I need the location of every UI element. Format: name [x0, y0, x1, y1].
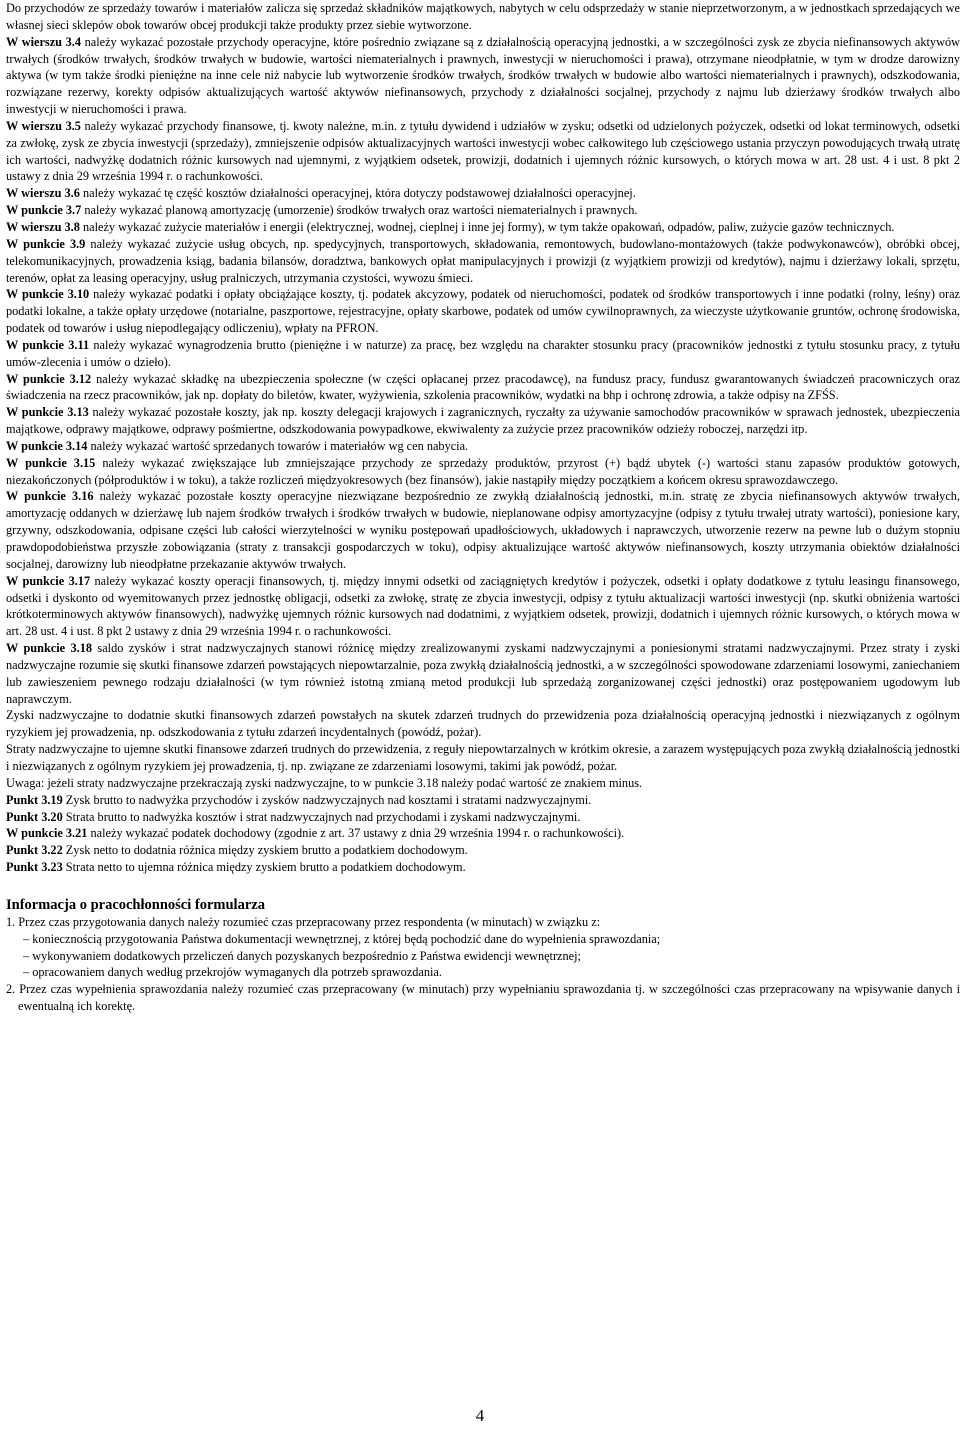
paragraph-lead — [6, 338, 89, 352]
lead-number: 13 — [76, 405, 89, 420]
lead-number: 21 — [75, 826, 88, 841]
lead-label: W punkcie 3. — [6, 573, 78, 588]
paragraph — [6, 286, 960, 337]
lead-label: W punkcie 3. — [6, 455, 84, 470]
lead-label: W punkcie 3. — [6, 489, 82, 504]
lead-label: W wierszu 3. — [6, 34, 75, 49]
paragraph — [6, 640, 960, 707]
paragraph-text: należy wykazać zwiększające lub zmniejszające przychody ze sprzedaży produktów, przyrost (+) bądź ubytek (-) wartości stanu zapasów produktów gotowych, niezakończonych (półproduktów i w toku), a także rozliczeń międzyokresowych (bez finansów), jakie nastąpiły między początkiem a końcem okresu sprawozdawczego. — [6, 455, 960, 487]
lead-label: W punkcie 3. — [6, 371, 79, 386]
paragraph-text: Strata netto to ujemna różnica między zyskiem brutto a podatkiem dochodowym. — [62, 860, 466, 875]
paragraph-lead — [6, 810, 63, 824]
lead-number: 5 — [74, 118, 81, 133]
lead-label: W punkcie 3. — [6, 405, 77, 420]
lead-label: W punkcie 3. — [6, 287, 77, 302]
paragraph-lead — [6, 405, 89, 419]
paragraph — [6, 118, 960, 185]
list-item-1: 1. Przez czas przygotowania danych należy rozumieć czas przepracowany przez respondenta (w minutach) w związku z: — [6, 914, 601, 929]
paragraph — [6, 792, 960, 809]
lead-label: W wierszu 3. — [6, 219, 74, 234]
lead-number: 19 — [50, 792, 63, 807]
paragraph-lead — [6, 793, 63, 807]
lead-number: 14 — [75, 438, 88, 453]
dash-item-3: – opracowaniem danych według przekrojów wymaganych dla potrzeb sprawozdania. — [23, 965, 442, 980]
paragraph — [6, 219, 960, 236]
paragraph — [6, 488, 960, 572]
lead-number: 8 — [73, 219, 80, 234]
lead-label: W punkcie 3. — [6, 203, 76, 218]
paragraph-text: Uwaga: jeżeli straty nadzwyczajne przekraczają zyski nadzwyczajne, to w punkcie 3.18 należy podać wartość ze znakiem minus. — [6, 775, 643, 790]
paragraph — [6, 455, 960, 489]
paragraph — [6, 371, 960, 405]
lead-number: 17 — [77, 573, 91, 588]
paragraph-text: należy wykazać wynagrodzenia brutto (pieniężne i w naturze) za pracę, bez względu na charakter stosunku pracy (pracowników jednostki z tytułu stosunku pracy, z tytułu umów-zlecenia i umów o dzieło). — [6, 337, 960, 369]
paragraph — [6, 404, 960, 438]
lead-label: W wierszu 3. — [6, 186, 74, 201]
paragraph — [6, 34, 960, 118]
paragraph-text: Do przychodów ze sprzedaży towarów i materiałów zalicza się sprzedaż składników majątkowych, nabytych w celu odsprzedaży w stanie nieprzetworzonym, a w jednostkach sprzedających we własnej sieci sklepów obok towarów obcej produkcji także produkty przez siebie wytworzone. — [6, 1, 960, 32]
instruction-paragraphs — [6, 0, 960, 876]
paragraph-text: należy wykazać koszty operacji finansowych, tj. między innymi odsetki od zaciągniętych kredytów i pożyczek, odsetki i opłaty dodatkowe z tytułu leasingu finansowego, odsetki i dyskonto od wyemitowanych przez jednostkę obligacji, odsetki za zwłokę, stratę ze zbycia inwestycji, odpisy z tytułu aktualizacji wartości inwestycji (np. skutki obniżenia wartości krótkoterminowych aktywów finansowych), nadwyżkę ujemnych różnic kursowych nad dodatnimi, z wyjątkiem odsetek, prowizji, dodatnich i ujemnych różnic kursowych, o których mowa w art. 28 ust. 4 i ust. 8 pkt 2 ustawy z dnia 29 września 1994 r. o rachunkowości. — [6, 573, 960, 639]
lead-number: 6 — [73, 186, 80, 201]
paragraph-lead — [6, 119, 81, 133]
paragraph-text: Strata brutto to nadwyżka kosztów i strat nadzwyczajnych nad przychodami i zyskami nadzwyczajnymi. — [62, 809, 581, 824]
paragraph-lead — [6, 372, 91, 386]
paragraph — [6, 202, 960, 219]
paragraph-text: Zysk brutto to nadwyżka przychodów i zysków nadzwyczajnych nad kosztami i stratami nadzwyczajnymi. — [62, 792, 592, 807]
paragraph-lead — [6, 186, 80, 200]
lead-number: 22 — [50, 843, 63, 858]
lead-number: 20 — [50, 809, 63, 824]
paragraph — [6, 236, 960, 287]
lead-number: 23 — [50, 860, 63, 875]
paragraph-lead — [6, 574, 90, 588]
paragraph-text: należy wykazać pozostałe przychody operacyjne, które pośrednio związane są z działalnością operacyjną jednostki, a w szczególności zysk ze zbycia niefinansowych aktywów trwałych (środków trwałych, środków trwałych w budowie, wartości niematerialnych i prawnych, inwestycji w nieruchomości i prawa), otrzymane nieodpłatnie, w tym w drodze darowizny aktywa (w tym także środki pieniężne na inne cele niż nabycie lub wytworzenie środków trwałych, środków trwałych w budowie albo wartości niematerialnych i prawnych), odszkodowania, rozwiązane rezerwy, korekty odpisów aktualizujących wartość aktywów niefinansowych, przychody z działalności socjalnej, przychody z najmu lub dzierżawy środków trwałych albo inwestycji w nieruchomości i prawa. — [6, 34, 960, 117]
paragraph — [6, 707, 960, 741]
paragraph-text: należy wykazać podatki i opłaty obciążające koszty, tj. podatek akcyzowy, podatek od nieruchomości, podatek od środków transportowych i inne podatki (rolny, leśny) oraz podatki lokalne, a także opłaty urzędowe (notarialne, paszportowe, rejestracyjne, opłaty skarbowe, podatek od umów cywilnoprawnych, za wieczyste użytkowanie gruntów, ochronę środowiska, podatek od towarów i usług niepodlegający odliczeniu), wpłaty na PFRON. — [6, 287, 960, 336]
paragraph-text: należy wykazać zużycie materiałów i energii (elektrycznej, wodnej, cieplnej i inne jej formy), w tym także opakowań, odpadów, paliw, zużycie gazów technicznych. — [79, 219, 895, 234]
document-page — [6, 0, 960, 1015]
paragraph-lead — [6, 843, 63, 857]
paragraph — [6, 185, 960, 202]
section-heading: Informacja o pracochłonności formularza — [6, 896, 265, 913]
page-number: 4 — [475, 1406, 485, 1425]
paragraph-text: należy wykazać zużycie usług obcych, np. spedycyjnych, transportowych, składowania, remontowych, budowlano-montażowych (także podwykonawców), obróbki obcej, telekomunikacyjnych, prowadzenia ksiąg, badania bilansów, doradztwa, bankowych opłat manipulacyjnych i prowizji (z wyjątkiem prowizji od kredytów), najmu i dzierżawy lokali, sprzętu, terenów, opłat za leasing operacyjny, usług pralniczych, utrzymania czystości, wywozu śmieci. — [6, 236, 960, 285]
paragraph-lead — [6, 489, 94, 503]
paragraph-text: należy wykazać pozostałe koszty, jak np. koszty delegacji krajowych i zagranicznych, ryczałty za używanie samochodów pracowników w sprawach jednostek, ubezpieczenia majątkowe, odprawy majątkowe, odprawy pośmiertne, odszkodowania powypadkowe, ekwiwalenty za zużycie przez pracowników odzieży roboczej, narzędzi itp. — [6, 405, 960, 437]
paragraph — [6, 842, 960, 859]
paragraph — [6, 809, 960, 826]
paragraph-text: należy wykazać przychody finansowe, tj. kwoty należne, m.in. z tytułu dywidend i udziałów w zysku; odsetki od udzielonych pożyczek, odsetki od lokat terminowych, odsetki za zwłokę, zysk ze zbycia inwestycji (sprzedaży), zmniejszenie odpisów aktualizacyjnych wartości inwestycji wobec całkowitego lub częściowego ustania przyczyn powodujących trwałą utratę ich wartości, nadwyżkę dodatnich różnic kursowych nad ujemnymi, z wyjątkiem odsetek, prowizji, dodatnich i ujemnych różnic kursowych, o których mowa w art. 28 ust. 4 i ust. 8 pkt 2 ustawy z dnia 29 września 1994 r. o rachunkowości. — [6, 118, 960, 184]
paragraph-lead — [6, 287, 89, 301]
paragraph — [6, 438, 960, 455]
paragraph-lead — [6, 860, 63, 874]
paragraph-lead — [6, 35, 81, 49]
paragraph — [6, 0, 960, 34]
lead-label: W wierszu 3. — [6, 118, 75, 133]
paragraph — [6, 775, 960, 792]
paragraph-text: należy wykazać podatek dochodowy (zgodnie z art. 37 ustawy z dnia 29 września 1994 r. o rachunkowości). — [87, 826, 625, 841]
paragraph-lead — [6, 439, 87, 453]
paragraph-lead — [6, 826, 87, 840]
lead-label: Punkt 3. — [6, 843, 51, 858]
lead-label: W punkcie 3. — [6, 641, 80, 656]
lead-label: W punkcie 3. — [6, 826, 76, 841]
paragraph-lead — [6, 456, 95, 470]
lead-label: Punkt 3. — [6, 792, 51, 807]
paragraph-lead — [6, 237, 85, 251]
lead-number: 15 — [83, 455, 96, 470]
dash-item-2: – wykonywaniem dodatkowych przeliczeń danych pozyskanych bezpośrednio z Państwa ewidencji wewnętrznej; — [23, 948, 581, 963]
paragraph-lead — [6, 641, 92, 655]
paragraph — [6, 337, 960, 371]
paragraph-text: Zyski nadzwyczajne to dodatnie skutki finansowych zdarzeń powstałych na skutek zdarzeń trudnych do przewidzenia poza działalnością operacyjną jednostki i niezwiązanych z ogólnym ryzykiem jej prowadzenia, np. odszkodowania z tytułu zdarzeń incydentalnych (powódź, pożar). — [6, 708, 960, 740]
lead-number: 9 — [79, 236, 86, 251]
paragraph-text: należy wykazać pozostałe koszty operacyjne niezwiązane bezpośrednio ze zwykłą działalnością jednostki, m.in. stratę ze zbycia niefinansowych aktywów trwałych, amortyzację oddanych w dzierżawę lub najem środków trwałych i środków trwałych w budowie, nieplanowane odpisy amortyzacyjne (odpisy z tytułu trwałej utraty wartości), poniesione kary, grzywny, odszkodowania, odpisane części lub całości wierzytelności w wyniku postępowań upadłościowych, układowych i naprawczych, utworzenie rezerw na pewne lub o dużym stopniu prawdopodobieństwa przyszłe zobowiązania (straty z transakcji gospodarczych w toku), odpisy aktualizujące wartość aktywów niefinansowych, koszty utrzymania obiektów działalności socjalnej, darowizny lub nieodpłatne przekazanie aktywów trwałych. — [6, 489, 960, 571]
paragraph-text: należy wykazać planową amortyzację (umorzenie) środków trwałych oraz wartości niematerialnych i prawnych. — [81, 203, 638, 218]
lead-label: Punkt 3. — [6, 809, 51, 824]
paragraph-text: Zysk netto to dodatnia różnica między zyskiem brutto a podatkiem dochodowym. — [62, 843, 468, 858]
lead-label: W punkcie 3. — [6, 337, 78, 352]
lead-number: 18 — [79, 641, 93, 656]
paragraph-text: Straty nadzwyczajne to ujemne skutki finansowe zdarzeń trudnych do przewidzenia, z reguły niepowtarzalnych w krótkim okresie, a zarazem występujących poza zwykłą działalnością jednostki i niezwiązanych z ogólnym ryzykiem jej prowadzenia, tj. np. związane ze zdarzeniami losowymi, takimi jak powódź, pożar. — [6, 742, 960, 773]
lead-label: W punkcie 3. — [6, 236, 80, 251]
paragraph — [6, 859, 960, 876]
lead-label: Punkt 3. — [6, 860, 51, 875]
lead-number: 16 — [81, 489, 94, 504]
paragraph-text: należy wykazać tę część kosztów działalności operacyjnej, która dotyczy podstawowej działalności operacyjnej. — [79, 186, 636, 201]
paragraph-text: saldo zysków i strat nadzwyczajnych stanowi różnicę między zrealizowanymi zyskami nadzwyczajnymi a poniesionymi stratami nadzwyczajnymi. Przez straty i zyski nadzwyczajne rozumie się skutki finansowe zdarzeń powstających niepowtarzalnie, poza zwykłą działalnością jednostki, a w szczególności spowodowane zdarzeniami losowymi, zaniechaniem lub zawieszeniem pewnego rodzaju działalności (w tym również istotną zmianą metod produkcji lub sprzedażą zorganizowanej części jednostki) oraz postępowaniem ugodowym lub naprawczym. — [6, 641, 960, 706]
paragraph — [6, 573, 960, 640]
dash-item-1: – koniecznością przygotowania Państwa dokumentacji wewnętrznej, z której będą pochodzić dane do wypełnienia sprawozdania; — [23, 931, 661, 946]
lead-number: 10 — [76, 287, 90, 302]
paragraph-lead — [6, 203, 81, 217]
paragraph-text: należy wykazać składkę na ubezpieczenia społeczne (w części opłacanej przez pracodawcę), na fundusz pracy, fundusz gwarantowanych świadczeń pracowniczych oraz świadczenia na rzecz pracowników, jak np. dopłaty do biletów, kwater, wyżywienia, szkolenia pracowników, wydatki na bhp i ochronę zdrowia, a także odpisy na ZFŚS. — [6, 371, 960, 403]
paragraph — [6, 825, 960, 842]
lead-number: 11 — [77, 337, 90, 352]
lead-number: 12 — [78, 371, 92, 386]
paragraph-text: należy wykazać wartość sprzedanych towarów i materiałów wg cen nabycia. — [87, 438, 469, 453]
lead-number: 4 — [74, 34, 81, 49]
lead-label: W punkcie 3. — [6, 438, 76, 453]
lead-number: 7 — [75, 203, 82, 218]
workload-list — [6, 914, 960, 1015]
paragraph — [6, 741, 960, 775]
paragraph-lead — [6, 220, 80, 234]
list-item-2: 2. Przez czas wypełnienia sprawozdania należy rozumieć czas przepracowany (w minutach) przy wypełnianiu sprawozdania tj. w szczególności czas przepracowany na wpisywanie danych i ewentualną ich korektę. — [6, 982, 960, 1014]
